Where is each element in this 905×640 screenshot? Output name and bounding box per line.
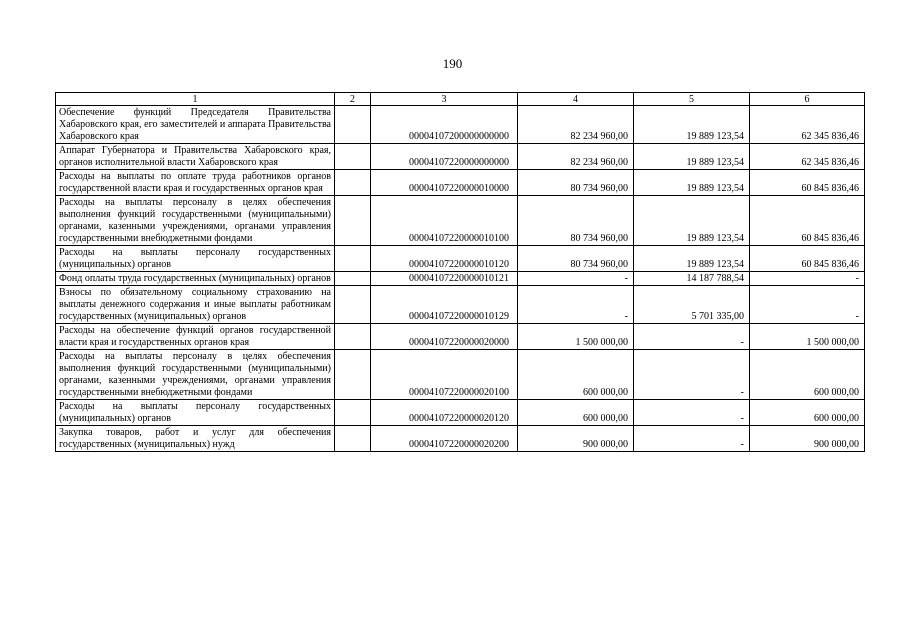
row-col2 [335, 350, 371, 400]
table-row [56, 426, 865, 452]
header-cell-3: 3 [371, 93, 518, 106]
row-name: Закупка товаров, работ и услуг для обеспечения государственных (муниципальных) нужд [56, 426, 335, 452]
row-value-5: - [634, 426, 750, 452]
table-row [56, 196, 865, 246]
row-name: Расходы на обеспечение функций органов государственной власти края и государственных органов края [56, 324, 335, 350]
row-col2 [335, 170, 371, 196]
row-value-4: 80 734 960,00 [518, 170, 634, 196]
row-value-6: 62 345 836,46 [750, 106, 865, 144]
row-code: 00004107200000000000 [371, 106, 518, 144]
row-col2 [335, 426, 371, 452]
table-row [56, 246, 865, 272]
table-row [56, 106, 865, 144]
row-value-5: 19 889 123,54 [634, 106, 750, 144]
row-value-4: 82 234 960,00 [518, 144, 634, 170]
header-row [56, 93, 865, 106]
row-col2 [335, 144, 371, 170]
row-name: Расходы на выплаты персоналу государственных (муниципальных) органов [56, 400, 335, 426]
row-code: 00004107220000010100 [371, 196, 518, 246]
header-cell-5: 5 [634, 93, 750, 106]
row-name: Взносы по обязательному социальному страхованию на выплаты денежного содержания и иные выплаты работникам государственных (муниципальных) органов [56, 286, 335, 324]
row-col2 [335, 196, 371, 246]
row-value-4: - [518, 272, 634, 286]
row-code: 00004107220000010129 [371, 286, 518, 324]
row-value-6: 62 345 836,46 [750, 144, 865, 170]
row-value-5: - [634, 324, 750, 350]
row-col2 [335, 246, 371, 272]
row-value-4: 600 000,00 [518, 400, 634, 426]
row-name: Расходы на выплаты персоналу в целях обеспечения выполнения функций государственными (муниципальными) органами, казенными учреждениями, органами управления государственными внебюджетными фондами [56, 350, 335, 400]
table-row [56, 400, 865, 426]
row-value-4: 1 500 000,00 [518, 324, 634, 350]
row-name: Расходы на выплаты по оплате труда работников органов государственной власти края и государственных органов края [56, 170, 335, 196]
row-value-4: - [518, 286, 634, 324]
row-value-4: 80 734 960,00 [518, 246, 634, 272]
row-value-5: 19 889 123,54 [634, 170, 750, 196]
row-value-6: - [750, 272, 865, 286]
row-code: 00004107220000020120 [371, 400, 518, 426]
row-value-6: - [750, 286, 865, 324]
row-value-4: 900 000,00 [518, 426, 634, 452]
row-name: Обеспечение функций Председателя Правительства Хабаровского края, его заместителей и аппарата Правительства Хабаровского края [56, 106, 335, 144]
row-col2 [335, 286, 371, 324]
row-name: Расходы на выплаты персоналу государственных (муниципальных) органов [56, 246, 335, 272]
row-code: 00004107220000010121 [371, 272, 518, 286]
budget-table [55, 92, 865, 452]
row-value-5: 19 889 123,54 [634, 196, 750, 246]
row-value-6: 60 845 836,46 [750, 170, 865, 196]
row-value-6: 60 845 836,46 [750, 196, 865, 246]
row-code: 00004107220000010120 [371, 246, 518, 272]
table-row [56, 350, 865, 400]
row-value-6: 60 845 836,46 [750, 246, 865, 272]
header-cell-6: 6 [750, 93, 865, 106]
row-value-6: 900 000,00 [750, 426, 865, 452]
page-number: 190 [442, 56, 463, 71]
header-cell-2: 2 [335, 93, 371, 106]
row-col2 [335, 324, 371, 350]
table-row [56, 170, 865, 196]
row-value-5: 19 889 123,54 [634, 144, 750, 170]
row-code: 00004107220000020000 [371, 324, 518, 350]
row-value-5: 14 187 788,54 [634, 272, 750, 286]
row-value-6: 600 000,00 [750, 350, 865, 400]
row-col2 [335, 106, 371, 144]
row-name: Фонд оплаты труда государственных (муниципальных) органов [56, 272, 335, 286]
row-value-4: 80 734 960,00 [518, 196, 634, 246]
row-value-5: - [634, 400, 750, 426]
row-code: 00004107220000000000 [371, 144, 518, 170]
row-value-4: 82 234 960,00 [518, 106, 634, 144]
header-cell-4: 4 [518, 93, 634, 106]
table-row [56, 144, 865, 170]
row-col2 [335, 400, 371, 426]
table-row [56, 272, 865, 286]
row-value-6: 1 500 000,00 [750, 324, 865, 350]
row-value-5: - [634, 350, 750, 400]
header-cell-1: 1 [56, 93, 335, 106]
row-value-4: 600 000,00 [518, 350, 634, 400]
table-row [56, 324, 865, 350]
row-value-6: 600 000,00 [750, 400, 865, 426]
row-name: Аппарат Губернатора и Правительства Хабаровского края, органов исполнительной власти Хабаровского края [56, 144, 335, 170]
row-code: 00004107220000020200 [371, 426, 518, 452]
row-name: Расходы на выплаты персоналу в целях обеспечения выполнения функций государственными (муниципальными) органами, казенными учреждениями, органами управления государственными внебюджетными фондами [56, 196, 335, 246]
table-row [56, 286, 865, 324]
row-code: 00004107220000010000 [371, 170, 518, 196]
row-col2 [335, 272, 371, 286]
row-value-5: 5 701 335,00 [634, 286, 750, 324]
row-value-5: 19 889 123,54 [634, 246, 750, 272]
row-code: 00004107220000020100 [371, 350, 518, 400]
